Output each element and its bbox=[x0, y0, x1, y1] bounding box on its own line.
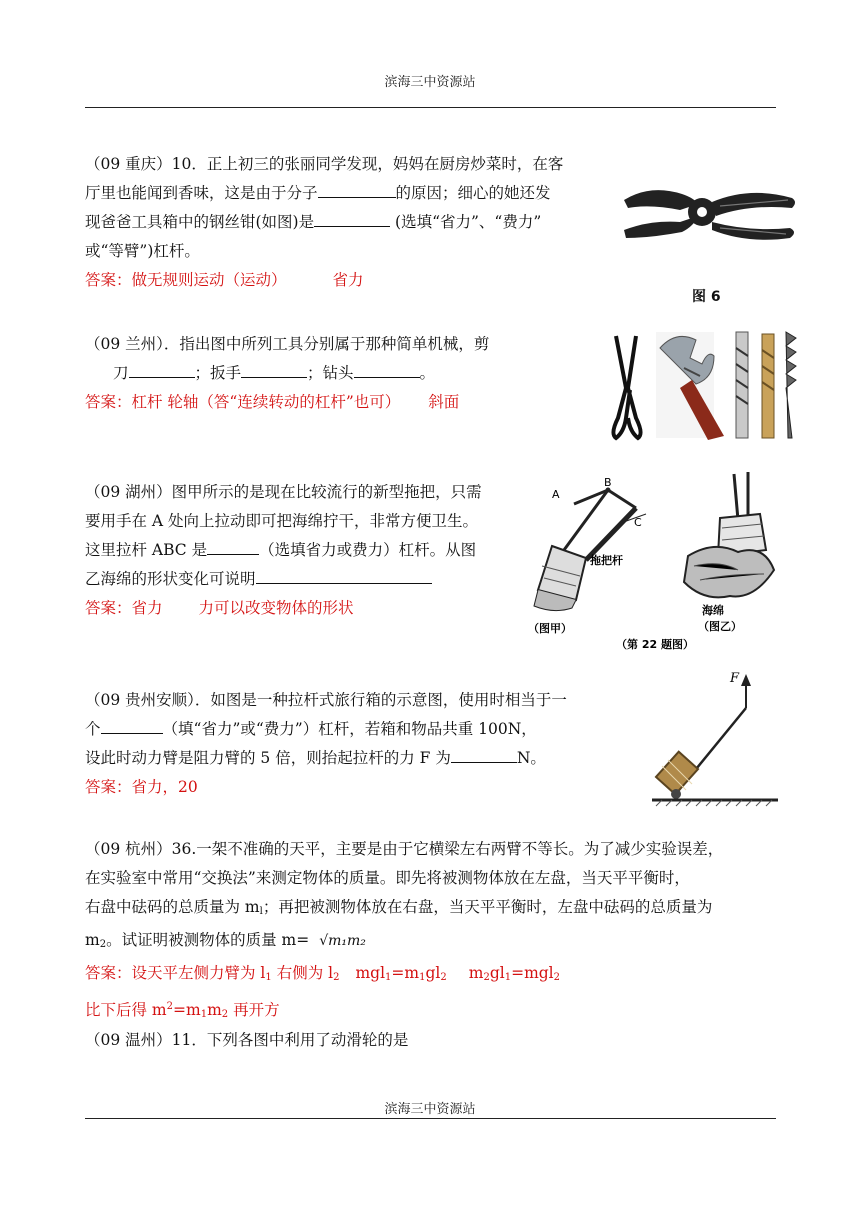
label-a: A bbox=[552, 488, 560, 501]
label-f: F bbox=[730, 671, 740, 686]
footer-rule bbox=[85, 1118, 776, 1119]
q5-line4: $m_2$。试证明被测物体的质量 m= √m₁m₂ bbox=[85, 931, 366, 950]
q5-line3: 右盘中砝码的总质量为 $m_l$；再把被测物体放在右盘，当天平平衡时，左盘中砝码的总质量为 bbox=[85, 898, 713, 917]
q3-line3: 这里拉杆 ABC 是 （选填省力或费力）杠杆。从图 bbox=[85, 536, 525, 565]
label-b: B bbox=[604, 476, 612, 489]
q3-line4: 乙海绵的形状变化可说明 bbox=[85, 565, 525, 594]
question-wenzhou bbox=[85, 1026, 685, 1055]
q1-line1: （09 重庆）10．正上初三的张丽同学发现，妈妈在厨房炒菜时，在客 bbox=[85, 155, 564, 173]
answer-blank bbox=[256, 566, 432, 584]
suitcase-figure bbox=[646, 666, 786, 814]
q5-line2: 在实验室中常用“交换法”来测定物体的质量。即先将被测物体放在左盘，当天平平衡时， bbox=[85, 869, 690, 887]
answer-blank bbox=[354, 360, 420, 378]
answer-blank bbox=[451, 745, 517, 763]
q5-answer-line2: 比下后得 $m^2=m_1m_2$ 再开方 bbox=[85, 1001, 280, 1021]
q3-line1: （09 湖州）图甲所示的是现在比较流行的新型拖把，只需 bbox=[85, 483, 482, 501]
q3-answer: 答案：省力 力可以改变物体的形状 bbox=[85, 599, 354, 617]
q6-line1: （09 温州）11．下列各图中利用了动滑轮的是 bbox=[85, 1031, 409, 1049]
q1-answer: 答案：做无规则运动（运动） 省力 bbox=[85, 271, 364, 289]
question-hangzhou bbox=[85, 835, 785, 1029]
question-lanzhou bbox=[85, 330, 585, 417]
formula: √m₁m₂ bbox=[319, 933, 366, 949]
question-chongqing bbox=[85, 150, 625, 295]
label-sponge: 海绵 bbox=[702, 604, 724, 617]
tools-figure bbox=[596, 328, 802, 442]
answer-blank bbox=[318, 180, 396, 198]
q4-line1: （09 贵州安顺）．如图是一种拉杆式旅行箱的示意图，使用时相当于一 bbox=[85, 691, 567, 709]
answer-blank bbox=[101, 716, 163, 734]
q3-line2: 要用手在 A 处向上拉动即可把海绵拧干，非常方便卫生。 bbox=[85, 512, 479, 530]
question-anshun bbox=[85, 686, 630, 802]
answer-blank bbox=[314, 209, 390, 227]
q1-line2: 厅里也能闻到香味，这是由于分子 的原因；细心的她还发 bbox=[85, 179, 625, 208]
answer-blank bbox=[207, 537, 259, 555]
answer-blank bbox=[129, 360, 195, 378]
q5-answer-line1: 答案：设天平左侧力臂为 $l_1$ 右侧为 $l_2$ $mgl_1=m_1gl_2$ $m_2gl_1=mgl_2$ bbox=[85, 964, 561, 983]
question-huzhou bbox=[85, 478, 525, 623]
caption-yi: （图乙） bbox=[698, 620, 742, 633]
label-handle: 拖把杆 bbox=[590, 554, 623, 567]
answer-blank bbox=[241, 360, 307, 378]
q2-line2: 刀 ；扳手 ；钻头 。 bbox=[85, 359, 585, 388]
q4-line2: 个 （填“省力”或“费力”）杠杆，若箱和物品共重 100N， bbox=[85, 715, 630, 744]
q2-answer: 答案：杠杆 轮轴（答“连续转动的杠杆”也可） 斜面 bbox=[85, 393, 460, 411]
page-footer: 滨海三中资源站 bbox=[384, 1102, 476, 1117]
mop-figure bbox=[524, 470, 780, 654]
q4-answer: 答案：省力，20 bbox=[85, 778, 198, 796]
caption-jia: （图甲） bbox=[528, 622, 572, 635]
q4-line3: 设此时动力臂是阻力臂的 5 倍，则抬起拉杆的力 F 为 N。 bbox=[85, 744, 630, 773]
q2-line1: （09 兰州）．指出图中所列工具分别属于那种简单机械，剪 bbox=[85, 335, 490, 353]
pliers-figure bbox=[620, 172, 800, 272]
caption-main: （第 22 题图） bbox=[616, 638, 694, 651]
q1-line4: 或“等臂”)杠杆。 bbox=[85, 242, 200, 260]
q1-line3: 现爸爸工具箱中的钢丝钳(如图)是 (选填“省力”、“费力” bbox=[85, 208, 625, 237]
figure-caption: 图 6 bbox=[692, 289, 721, 305]
header-rule bbox=[85, 107, 776, 108]
q5-line1: （09 杭州）36.一架不准确的天平，主要是由于它横梁左右两臂不等长。为了减少实验误差， bbox=[85, 840, 724, 858]
label-c: C bbox=[634, 516, 642, 529]
page-header: 滨海三中资源站 bbox=[384, 75, 476, 90]
